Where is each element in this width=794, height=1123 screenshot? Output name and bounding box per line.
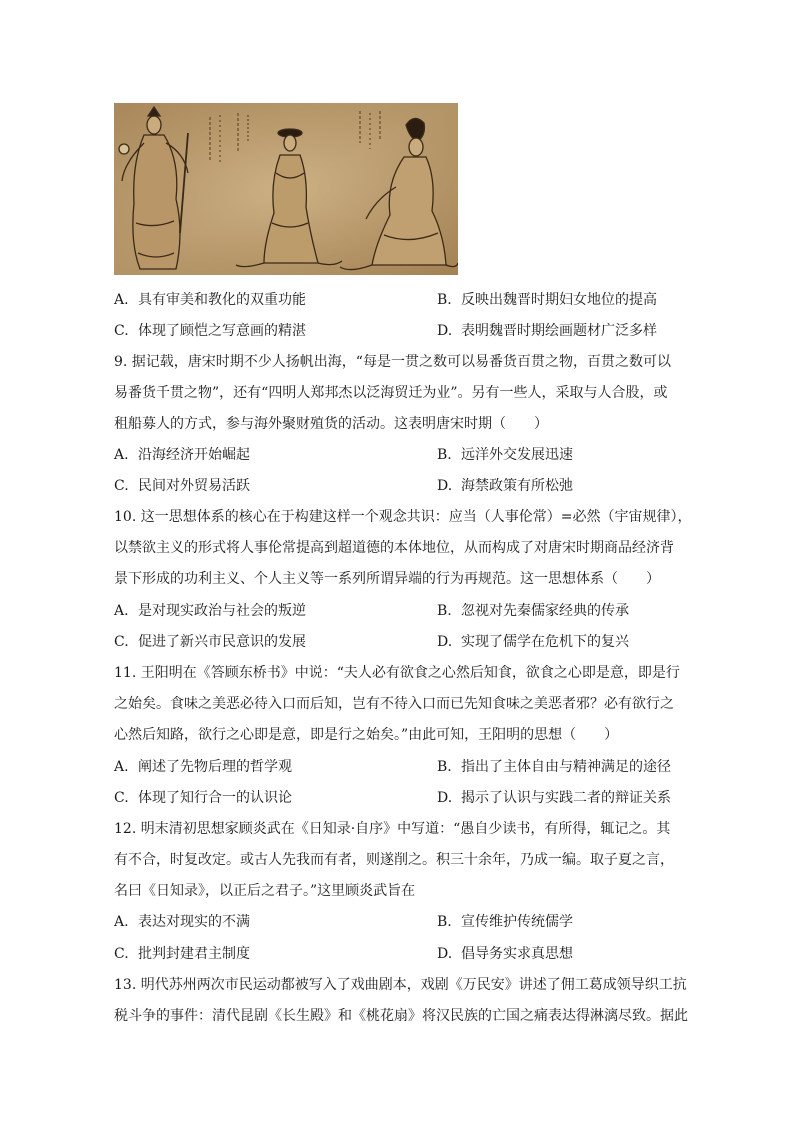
option-text: 反映出魏晋时期妇女地位的提高 <box>461 292 657 308</box>
q10-option-a <box>114 601 306 621</box>
option-letter: B. <box>437 603 452 619</box>
q12-option-d <box>437 944 573 964</box>
q9-option-b <box>437 445 573 465</box>
q12-option-a <box>114 912 250 932</box>
option-letter: A. <box>114 759 129 775</box>
option-text: 指出了主体自由与精神满足的途径 <box>461 759 671 775</box>
option-letter: B. <box>437 759 452 775</box>
q9-stem-line: 易番货千贯之物”，还有“四明人郑邦杰以泛海贸迁为业”。另有一些人，采取与人合股，或 <box>114 385 668 401</box>
q11-option-a <box>114 757 292 777</box>
q8-option-b <box>437 290 657 310</box>
q11-option-d <box>437 788 671 808</box>
q12-option-c <box>114 944 250 964</box>
option-letter: D. <box>437 790 453 806</box>
q9-stem-line: 租船募人的方式，参与海外聚财殖货的活动。这表明唐宋时期（ ） <box>114 416 548 432</box>
q12-stem-line: 有不合，时复改定。或古人先我而有者，则遂削之。积三十余年，乃成一编。取子夏之言， <box>114 852 674 868</box>
option-letter: C. <box>114 323 129 339</box>
q8-option-c <box>114 321 306 341</box>
q11-option-b <box>437 757 671 777</box>
option-text: 远洋外交发展迅速 <box>461 447 573 463</box>
q8-option-d <box>437 321 657 341</box>
option-text: 促进了新兴市民意识的发展 <box>138 634 306 650</box>
option-text: 表明魏晋时期绘画题材广泛多样 <box>461 323 657 339</box>
q11-stem-line: 之始矣。食味之美恶必待入口而后知，岂有不待入口而已先知食味之美恶者邪？必有欲行之 <box>114 696 674 712</box>
q11-stem-line: 心然后知路，欲行之心即是意，即是行之始矣。”由此可知，王阳明的思想（ ） <box>114 727 619 743</box>
option-letter: C. <box>114 946 129 962</box>
option-letter: A. <box>114 603 129 619</box>
option-text: 民间对外贸易活跃 <box>138 478 250 494</box>
q10-stem-line: 景下形成的功利主义、个人主义等一系列所谓异端的行为再规范。这一思想体系（ ） <box>114 571 660 587</box>
option-letter: C. <box>114 478 129 494</box>
q8-option-a <box>114 290 306 310</box>
q11-option-c <box>114 788 292 808</box>
option-text: 批判封建君主制度 <box>138 946 250 962</box>
option-text: 揭示了认识与实践二者的辩证关系 <box>461 790 671 806</box>
q10-option-d <box>437 632 629 652</box>
option-letter: A. <box>114 914 129 930</box>
option-text: 实现了儒学在危机下的复兴 <box>461 634 629 650</box>
option-text: 宣传维护传统儒学 <box>461 914 573 930</box>
q13-stem-line: 13. 明代苏州两次市民运动都被写入了戏曲剧本，戏剧《万民安》讲述了佣工葛成领导织工抗 <box>114 977 687 993</box>
q9-option-a <box>114 445 250 465</box>
option-letter: D. <box>437 478 453 494</box>
option-letter: B. <box>437 914 452 930</box>
option-letter: A. <box>114 447 129 463</box>
option-letter: D. <box>437 946 453 962</box>
option-letter: C. <box>114 790 129 806</box>
option-letter: D. <box>437 323 453 339</box>
option-text: 海禁政策有所松弛 <box>461 478 573 494</box>
option-text: 是对现实政治与社会的叛逆 <box>138 603 306 619</box>
q10-stem-line: 以禁欲主义的形式将人事伦常提高到超道德的本体地位，从而构成了对唐宋时期商品经济背 <box>114 540 674 556</box>
option-text: 体现了顾恺之写意画的精湛 <box>138 323 306 339</box>
option-text: 沿海经济开始崛起 <box>138 447 250 463</box>
q13-stem-line: 税斗争的事件：清代昆剧《长生殿》和《桃花扇》将汉民族的亡国之痛表达得淋漓尽致。据此 <box>114 1008 688 1024</box>
q9-option-d <box>437 476 573 496</box>
option-text: 忽视对先秦儒家经典的传承 <box>461 603 629 619</box>
option-letter: C. <box>114 634 129 650</box>
option-text: 倡导务实求真思想 <box>461 946 573 962</box>
q12-option-b <box>437 912 573 932</box>
option-text: 阐述了先物后理的哲学观 <box>138 759 292 775</box>
q12-stem-line: 12. 明末清初思想家顾炎武在《日知录·自序》中写道：“愚自少读书，有所得，辄记之。其 <box>114 821 671 837</box>
q9-option-c <box>114 476 250 496</box>
q10-stem-line: 10. 这一思想体系的核心在于构建这样一个观念共识：应当（人事伦常）=必然（宇宙规律）， <box>114 509 692 525</box>
option-letter: B. <box>437 292 452 308</box>
option-text: 具有审美和教化的双重功能 <box>138 292 306 308</box>
option-letter: B. <box>437 447 452 463</box>
q10-option-c <box>114 632 306 652</box>
option-text: 表达对现实的不满 <box>138 914 250 930</box>
q11-stem-line: 11. 王阳明在《答顾东桥书》中说：“夫人必有欲食之心然后知食，欲食之心即是意，即是行 <box>114 665 680 681</box>
option-letter: D. <box>437 634 453 650</box>
painting-image <box>114 103 458 275</box>
q9-stem-line: 9. 据记载，唐宋时期不少人扬帆出海，“每是一贯之数可以易番货百贯之物，百贯之数可以 <box>114 354 671 370</box>
option-text: 体现了知行合一的认识论 <box>138 790 292 806</box>
q12-stem-line: 名曰《日知录》，以正后之君子。”这里顾炎武旨在 <box>114 883 416 899</box>
q10-option-b <box>437 601 629 621</box>
option-letter: A. <box>114 292 129 308</box>
